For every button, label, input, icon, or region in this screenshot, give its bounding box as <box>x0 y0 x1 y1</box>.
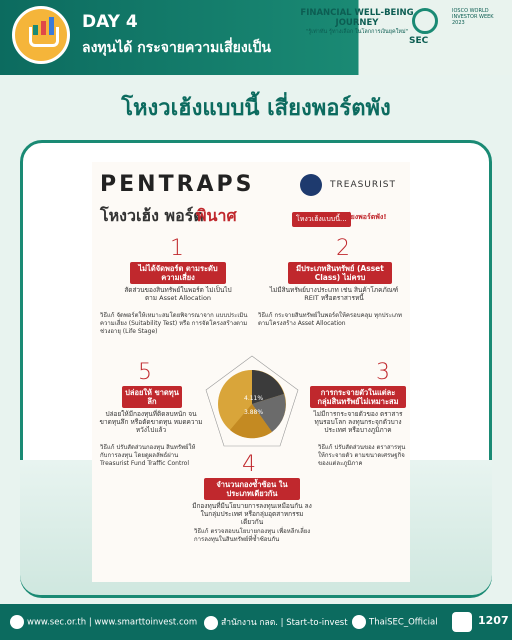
sec-seal-icon <box>300 174 322 196</box>
poster-tag-2: เสี่ยงพอร์ตพัง! <box>344 213 387 221</box>
radar-value-2: 3.88% <box>244 409 264 416</box>
globe-icon <box>10 615 24 629</box>
item-1-text: สัดส่วนของสินทรัพย์ในพอร์ต ไม่เป็นไปตาม Asset Allocation <box>124 286 232 302</box>
item-3-tag: การกระจายตัวในแต่ละ กลุ่มสินทรัพย์ไม่เหมาะสม <box>310 386 406 408</box>
item-3-solution: วิธีแก้ ปรับสัดส่วนของ ตราสารทุนให้กระจายตัว ตามขนาดเศรษฐกิจ ของแต่ละภูมิภาค <box>318 444 406 467</box>
day-subtitle: ลงทุนได้ กระจายความเสี่ยงเป็น <box>82 40 271 56</box>
item-1-number: 1 <box>170 236 184 261</box>
header <box>0 0 512 75</box>
journey-title: FINANCIAL WELL-BEING JOURNEY <box>300 8 414 28</box>
item-4-solution: วิธีแก้ ตรวจสอบนโยบายกองทุน เพื่อหลีกเลี่ยงการลงทุนในสินทรัพย์ที่ซ้ำซ้อนกัน <box>194 528 311 543</box>
footer-fb-text: สำนักงาน กลต. | Start-to-invest <box>221 618 348 628</box>
sec-logo-icon <box>412 8 438 34</box>
facebook-icon <box>204 616 218 630</box>
journey-logo <box>298 8 416 36</box>
iosco-logo <box>452 8 502 50</box>
radar-value-1: 4.11% <box>244 395 264 402</box>
poster-subheading-b: พินาศ <box>196 206 237 225</box>
poster-heading: PENTRAPS <box>100 172 255 197</box>
item-4-tag: จำนวนกองซ้ำซ้อน ในประเภทเดียวกัน <box>204 478 300 500</box>
item-4-text: มีกองทุนที่มีนโยบายการลงทุนเหมือนกัน ลงในกลุ่มประเทศ หรือกลุ่มอุตสาหกรรมเดียวกัน <box>192 502 312 526</box>
item-3-number: 3 <box>376 360 390 385</box>
radar-chart <box>200 350 304 454</box>
footer-web-text: www.sec.or.th | www.smarttoinvest.com <box>27 617 198 628</box>
item-2-solution: วิธีแก้ กระจายสินทรัพย์ในพอร์ตให้ครอบคลุม ทุกประเภทตามโครงสร้าง Asset Allocation <box>258 312 402 327</box>
day-label: DAY 4 <box>82 12 138 32</box>
poster-subheading-a: โหงวเฮ้ง พอร์ต <box>100 206 204 225</box>
item-2-tag: มีประเภทสินทรัพย์ (Asset Class) ไม่ครบ <box>288 262 392 284</box>
instagram-icon <box>352 615 366 629</box>
item-5-number: 5 <box>138 360 152 385</box>
item-5-text: ปล่อยให้มีกองทุนที่ติดลบหนัก จนขาดทุนลึก หรือตัดขาดทุน หมดความหวังไปแล้ว <box>99 410 203 434</box>
item-4-number: 4 <box>242 452 256 477</box>
footer-instagram[interactable] <box>352 615 438 629</box>
poster-tag-1: โหงวเฮ้งแบบนี้... <box>292 212 351 227</box>
sec-label: SEC <box>409 36 429 46</box>
item-1-tag: ไม่ได้จัดพอร์ต ตามระดับความเสี่ยง <box>130 262 226 284</box>
page-title: โหงวเฮ้งแบบนี้ เสี่ยงพอร์ตพัง <box>121 96 391 121</box>
item-1-solution: วิธีแก้ จัดพอร์ตให้เหมาะสมโดยพิจารณาจาก แบบประเมินความเสี่ยง (Suitability Test) หรือ การจัดโครงสร้างตามช่วงอายุ (Life Stage) <box>100 312 248 335</box>
footer <box>0 604 512 640</box>
item-5-solution: วิธีแก้ ปรับสัดส่วนกองทุน สินทรัพย์ให้กับการลงทุน โดยดูผลลัพธ์ผ่าน Treasurist Fund Traffic Control <box>100 444 196 467</box>
footer-web[interactable] <box>10 615 197 629</box>
item-3-text: ไม่มีการกระจายตัวของ ตราสารทุนรอบโลก ลงทุนกระจุกตัวบางประเทศ หรือบางภูมิภาค <box>313 410 403 434</box>
item-5-tag: ปล่อยให้ ขาดทุนลึก <box>122 386 182 408</box>
footer-ig-text: ThaiSEC_Official <box>369 617 438 628</box>
phone-icon <box>452 612 472 632</box>
item-2-number: 2 <box>336 236 350 261</box>
journey-slogan: "รู้เท่าทัน รู้ทางเลือก ในโลกการเงินยุคใหม่" <box>305 29 409 35</box>
footer-phone[interactable]: 1207 <box>478 614 509 627</box>
treasurist-logo: TREASURIST <box>330 180 397 190</box>
pentraps-poster <box>92 162 410 582</box>
day-badge-icon <box>12 6 70 64</box>
footer-facebook[interactable] <box>204 615 348 630</box>
iosco-label: IOSCO WORLD INVESTOR WEEK 2023 <box>452 8 494 26</box>
item-2-text: ไม่มีสินทรัพย์บางประเภท เช่น สินค้าโภคภัณฑ์ REIT หรือตราสารหนี้ <box>269 286 399 302</box>
